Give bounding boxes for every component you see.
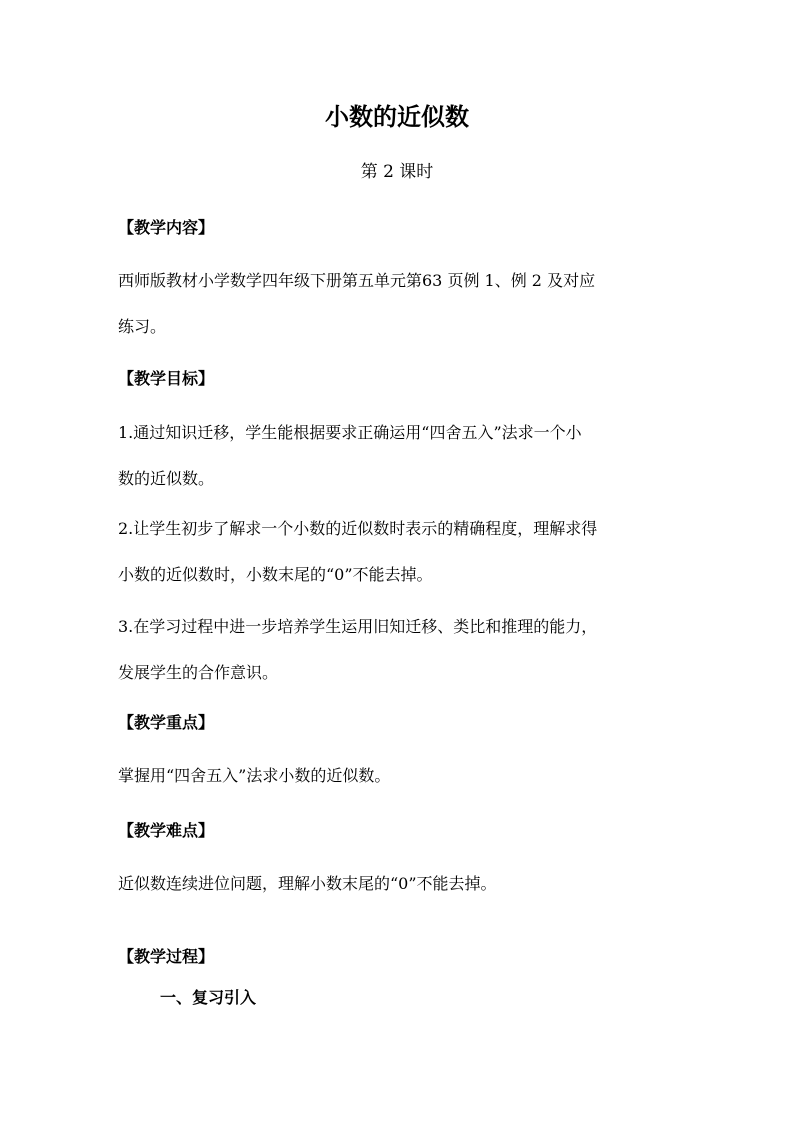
document-title: 小数的近似数 — [325, 102, 469, 131]
key-point-paragraph — [118, 753, 678, 799]
goal-line: 2.让学生初步了解求一个小数的近似数时表示的精确程度，理解求得 — [118, 519, 598, 538]
section-heading-goals: 【教学目标】 — [118, 369, 215, 388]
document-subtitle: 第 2 课时 — [360, 162, 434, 182]
key-point-line: 掌握用“四舍五入”法求小数的近似数。 — [118, 766, 391, 785]
goal-line: 3.在学习过程中进一步培养学生运用旧知迁移、类比和推理的能力， — [118, 617, 598, 636]
goal-item-1 — [118, 410, 678, 502]
goal-line: 1.通过知识迁移，学生能根据要求正确运用“四舍五入”法求一个小 — [118, 423, 582, 442]
section-heading-content: 【教学内容】 — [118, 218, 215, 237]
process-subheading: 一、复习引入 — [160, 988, 257, 1007]
section-heading-key-point: 【教学重点】 — [118, 713, 215, 732]
content-paragraph — [118, 258, 678, 350]
difficulty-line: 近似数连续进位问题，理解小数末尾的“0”不能去掉。 — [118, 874, 497, 893]
section-heading-process: 【教学过程】 — [118, 947, 215, 966]
goal-item-2 — [118, 506, 678, 598]
section-heading-difficulty: 【教学难点】 — [118, 821, 215, 840]
goal-item-3 — [118, 604, 678, 696]
difficulty-paragraph — [118, 861, 678, 907]
content-line: 练习。 — [118, 317, 167, 336]
goal-line: 发展学生的合作意识。 — [118, 663, 279, 682]
goal-line: 数的近似数。 — [118, 469, 215, 488]
goal-line: 小数的近似数时，小数末尾的“0”不能去掉。 — [118, 565, 433, 584]
content-line: 西师版教材小学数学四年级下册第五单元第63 页例 1、例 2 及对应 — [118, 271, 596, 290]
